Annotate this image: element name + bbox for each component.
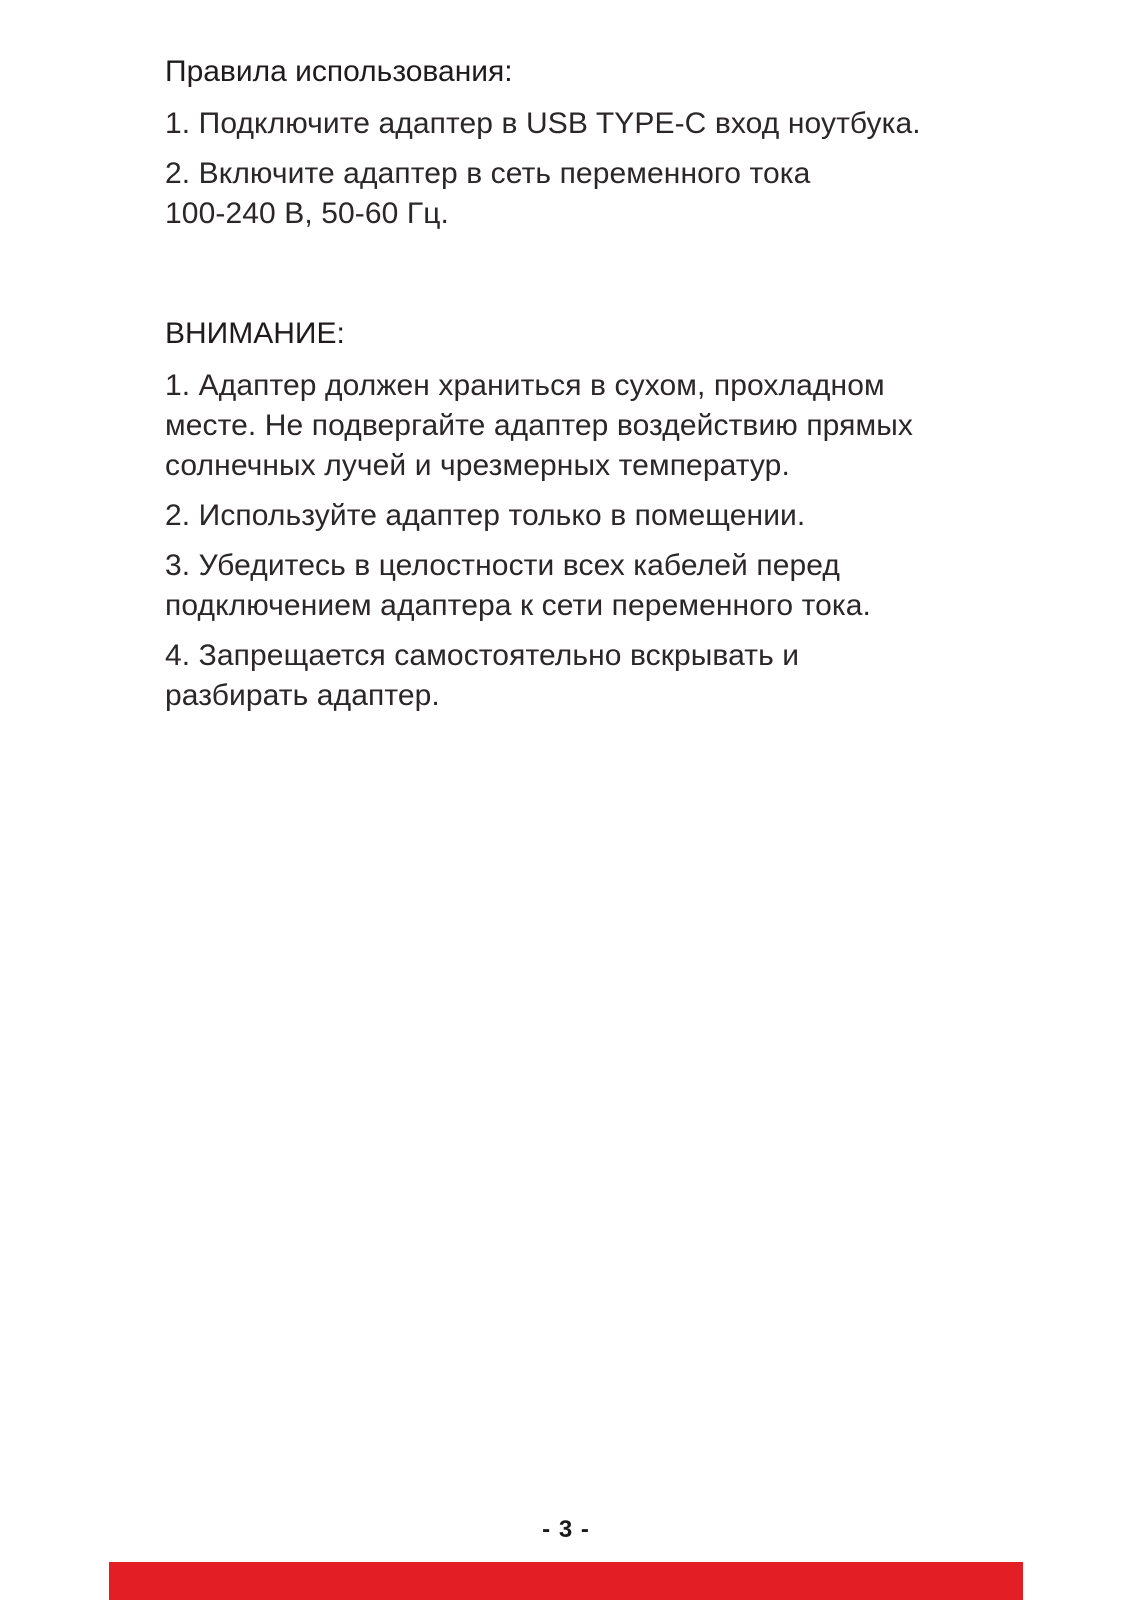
- warning-item-2: 2. Используйте адаптер только в помещении.: [165, 499, 806, 532]
- page-number: - 3 -: [542, 1516, 590, 1543]
- warning-item-3: 3. Убедитесь в целостности всех кабелей перед подключением адаптера к сети переменного тока.: [165, 549, 871, 622]
- usage-rule-2: 2. Включите адаптер в сеть переменного тока 100-240 В, 50-60 Гц.: [165, 157, 811, 230]
- usage-rules-section: [165, 52, 1015, 234]
- section-spacer: [165, 244, 1015, 314]
- usage-rule-1: 1. Подключите адаптер в USB TYPE-C вход ноутбука.: [165, 107, 921, 140]
- footer-red-bar: [109, 1562, 1023, 1600]
- warning-item-1: 1. Адаптер должен храниться в сухом, прохладном месте. Не подвергайте адаптер воздействию прямых солнечных лучей и чрезмерных температур.: [165, 369, 913, 482]
- warning-item-4: 4. Запрещается самостоятельно вскрывать и разбирать адаптер.: [165, 639, 800, 712]
- warning-heading: ВНИМАНИЕ:: [165, 317, 345, 350]
- page-content: [165, 52, 1015, 726]
- warning-section: [165, 314, 1015, 716]
- usage-rules-heading: Правила использования:: [165, 55, 513, 88]
